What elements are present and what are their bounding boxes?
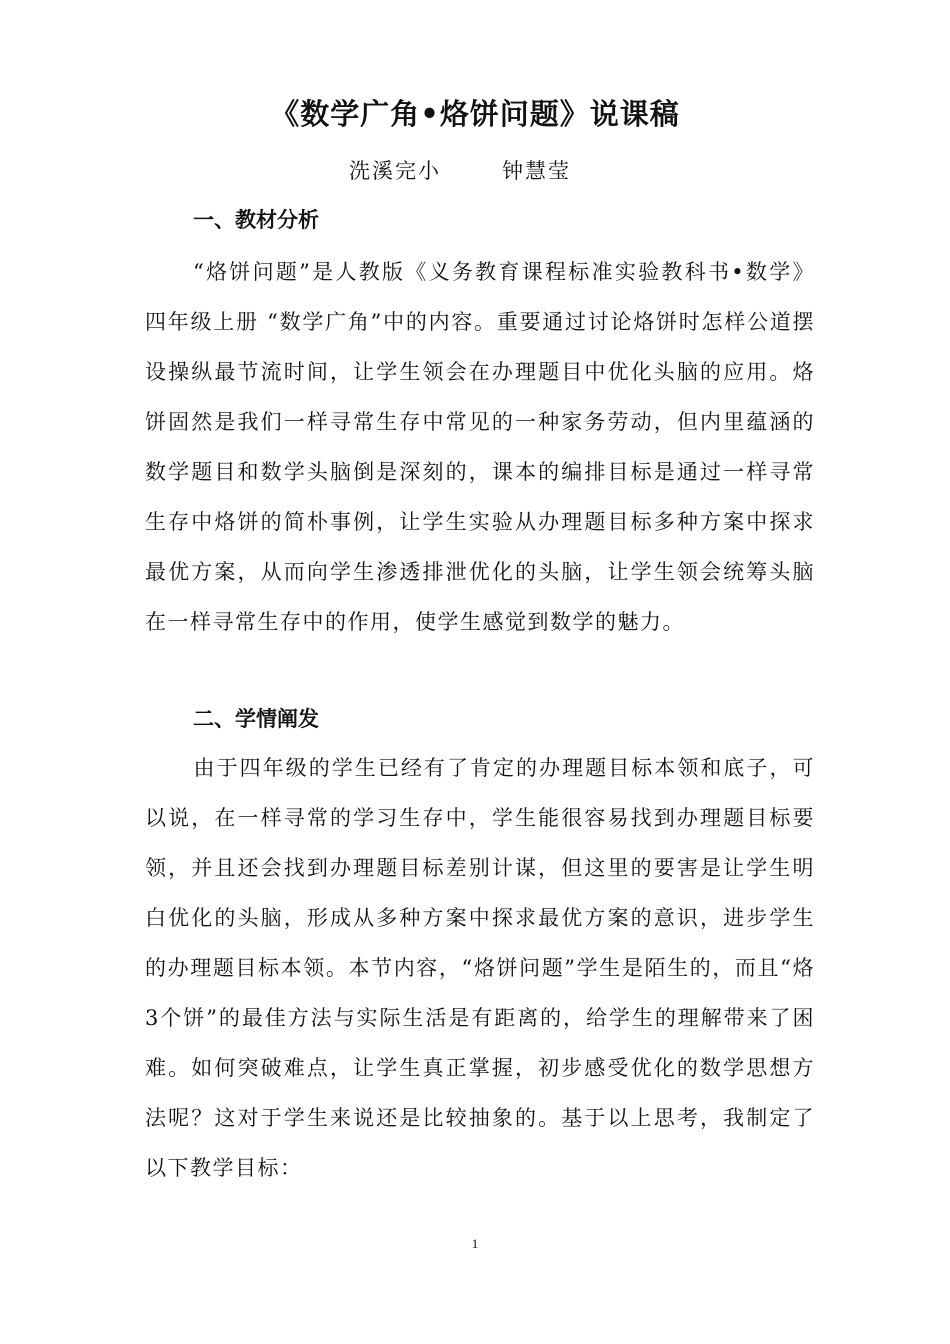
paragraph-textbook-analysis xyxy=(145,247,815,647)
paragraph-text: 由于四年级的学生已经有了肯定的办理题目标本领和底子，可以说，在一样寻常的学习生存中，学生能很容易找到办理题目标要领，并且还会找到办理题目标差别计谋，但这里的要害是让学生明白优化的头脑，形成从多种方案中探求最优方案的意识，进步学生的办理题目标本领。本节内容，“烙饼问题”学生是陌生的，而且“烙3个饼”的最佳方法与实际生活是有距离的，给学生的理解带来了困难。如何突破难点，让学生真正掌握，初步感受优化的数学思想方法呢？这对于学生来说还是比较抽象的。基于以上思考，我制定了以下教学目标： xyxy=(145,756,815,1180)
document-title: 《数学广角•烙饼问题》说课稿 xyxy=(270,97,680,131)
author-name: 钟慧莹 xyxy=(502,159,571,183)
author-line xyxy=(0,155,950,187)
section-heading-student-analysis: 二、学情阐发 xyxy=(193,707,319,731)
page-number: 1 xyxy=(471,1236,479,1251)
section-heading-textbook-analysis: 一、教材分析 xyxy=(193,208,319,232)
paragraph-text: “烙饼问题”是人教版《义务教育课程标准实验教科书•数学》四年级上册 “数学广角”中的内容。重要通过讨论烙饼时怎样公道摆设操纵最节流时间，让学生领会在办理题目中优化头脑的应用。烙饼固然是我们一样寻常生存中常见的一种家务劳动，但内里蕴涵的数学题目和数学头脑倒是深刻的，课本的编排目标是通过一样寻常生存中烙饼的简朴事例，让学生实验从办理题目标多种方案中探求最优方案，从而向学生渗透排泄优化的头脑，让学生领会统筹头脑在一样寻常生存中的作用，使学生感觉到数学的魅力。 xyxy=(145,260,815,634)
paragraph-student-analysis xyxy=(145,743,815,1193)
school-name: 洗溪完小 xyxy=(349,159,441,183)
